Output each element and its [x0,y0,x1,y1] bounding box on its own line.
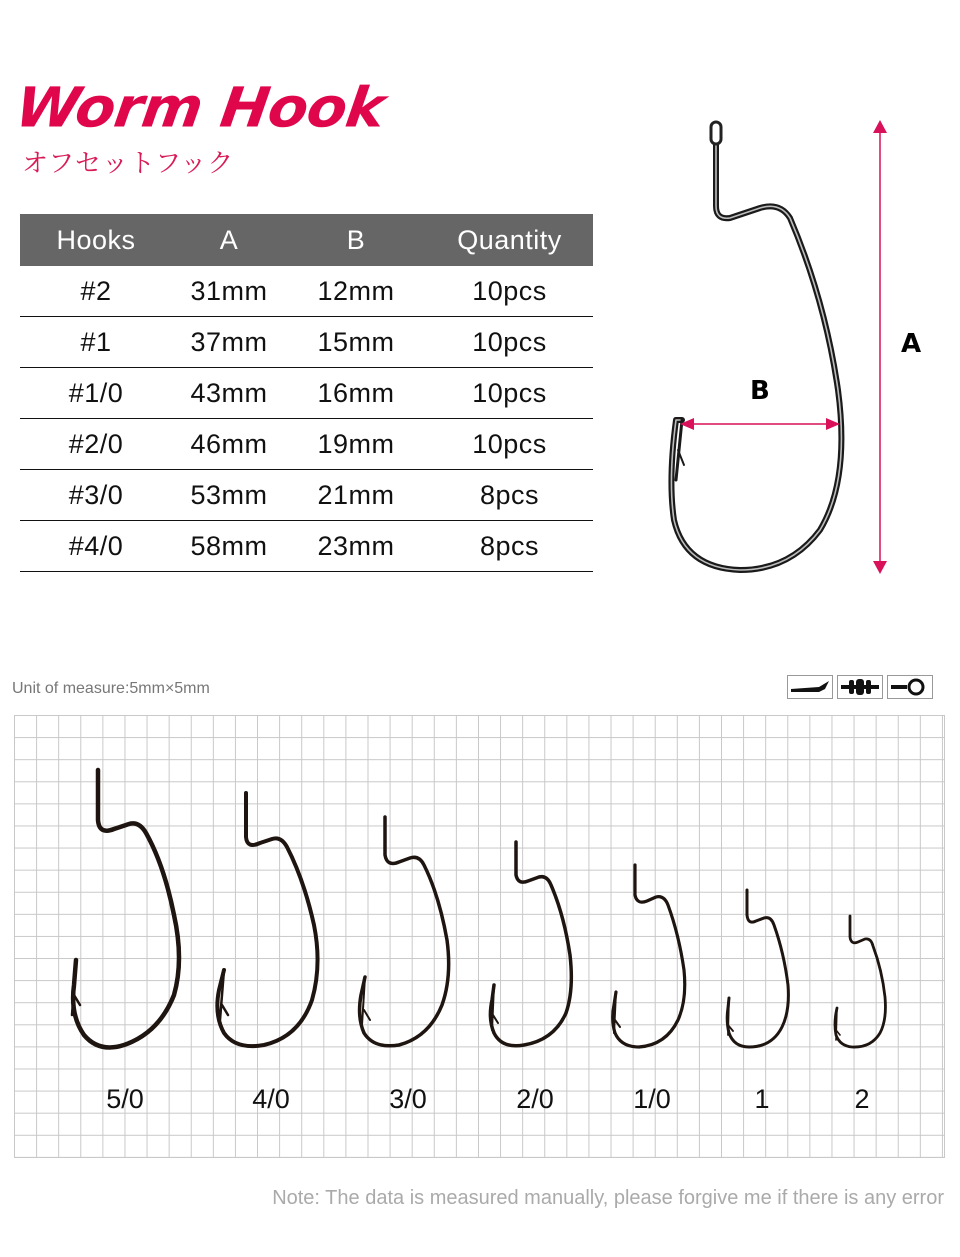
cell-a: 31mm [172,266,286,317]
table-row [20,521,593,572]
cell-a: 58mm [172,521,286,572]
hook-size-silhouettes [14,715,945,1158]
cell-b: 19mm [286,419,426,470]
cell-quantity: 10pcs [426,266,593,317]
hook-4-0 [217,793,317,1046]
spec-table [20,214,593,572]
column-header-a: A [172,214,286,266]
cell-quantity: 8pcs [426,470,593,521]
hook-dimension-diagram [640,100,960,590]
cell-a: 53mm [172,470,286,521]
size-label-2: 2 [854,1084,870,1114]
cell-b: 23mm [286,521,426,572]
measurement-note: Note: The data is measured manually, please forgive me if there is any error [272,1187,944,1209]
cell-b: 16mm [286,368,426,419]
hook-3-0 [360,817,449,1046]
dimension-b-arrow [680,418,840,430]
column-header-hooks: Hooks [20,214,172,266]
size-label-3-0: 3/0 [389,1084,427,1114]
cell-hook: #2 [20,266,172,317]
table-row [20,419,593,470]
table-header-row [20,214,593,266]
cell-b: 21mm [286,470,426,521]
hook-2 [835,916,885,1047]
hook-point-icon [787,675,833,699]
size-label-1-0: 1/0 [633,1084,671,1114]
cell-quantity: 8pcs [426,521,593,572]
size-comparison-grid [14,715,945,1158]
dimension-label-a: A [901,329,922,359]
cell-hook: #3/0 [20,470,172,521]
cell-hook: #2/0 [20,419,172,470]
hook-1 [727,890,788,1047]
cell-a: 37mm [172,317,286,368]
cell-b: 15mm [286,317,426,368]
hook-5-0 [73,770,179,1047]
cell-b: 12mm [286,266,426,317]
hook-2-0 [490,842,571,1046]
eye-ring-icon [887,675,933,699]
cell-a: 46mm [172,419,286,470]
cell-quantity: 10pcs [426,368,593,419]
barb-shank-icon [837,675,883,699]
table-row [20,368,593,419]
column-header-b: B [286,214,426,266]
size-label-2-0: 2/0 [516,1084,554,1114]
size-label-1: 1 [754,1084,770,1114]
dimension-label-b: B [750,376,770,406]
product-subtitle-japanese: オフセットフック [22,149,235,179]
cell-hook: #1 [20,317,172,368]
cell-hook: #1/0 [20,368,172,419]
cell-hook: #4/0 [20,521,172,572]
cell-a: 43mm [172,368,286,419]
product-title: Worm Hook [11,75,389,140]
dimension-a-arrow [873,120,887,574]
unit-of-measure-label: Unit of measure:5mm×5mm [12,680,210,697]
table-row [20,317,593,368]
cell-quantity: 10pcs [426,419,593,470]
column-header-quantity: Quantity [426,214,593,266]
cell-quantity: 10pcs [426,317,593,368]
table-row [20,470,593,521]
table-row [20,266,593,317]
size-label-5-0: 5/0 [106,1084,144,1114]
feature-legend [787,675,933,699]
hook-1-0 [613,865,685,1047]
size-label-4-0: 4/0 [252,1084,290,1114]
